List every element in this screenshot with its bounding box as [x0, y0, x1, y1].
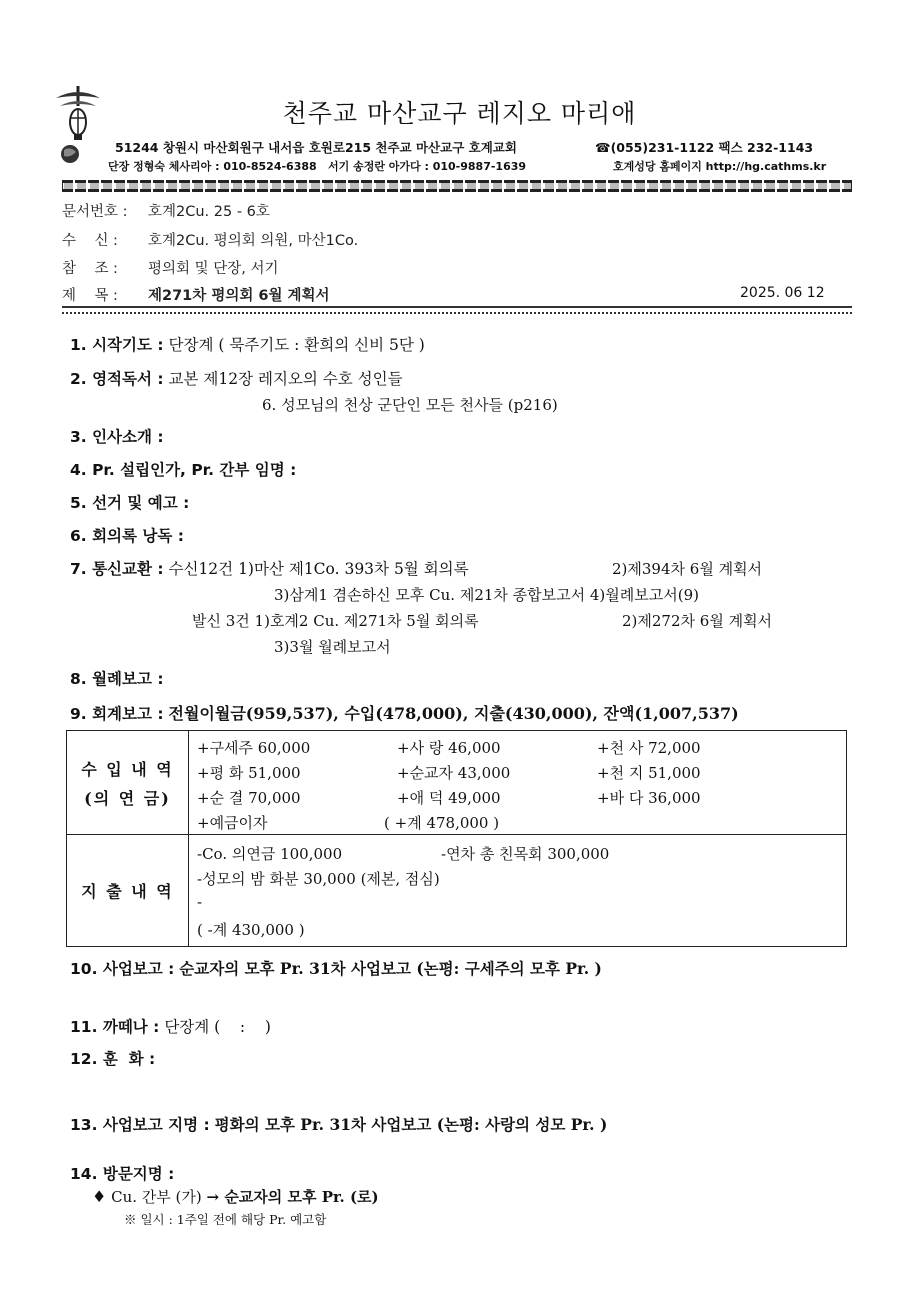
income-entry: +순교자 43,000	[397, 764, 511, 782]
item-minutes-reading: 6. 회의록 낭독 :	[70, 527, 184, 545]
correspondence-out-3: 3)3월 월례보고서	[274, 638, 391, 656]
income-entry: +구세주 60,000	[197, 739, 311, 757]
reference: 평의회 및 단장, 서기	[148, 261, 279, 277]
expense-category: 지 출 내 역	[67, 835, 189, 947]
item-election: 5. 선거 및 예고 :	[70, 494, 190, 512]
income-details	[189, 731, 847, 835]
income-entry: +사 랑 46,000	[397, 739, 501, 757]
correspondence-out-2: 2)제272차 6월 계획서	[622, 612, 773, 630]
item-introductions: 3. 인사소개 :	[70, 428, 164, 446]
expense-entry: -성모의 밤 화분 30,000 (제본, 점심)	[197, 870, 440, 888]
correspondence-in-2: 2)제394차 6월 계획서	[612, 560, 763, 578]
item-praesidium-approval: 4. Pr. 설립인가, Pr. 간부 임명 :	[70, 461, 297, 479]
item-opening-prayer: 1. 시작기도 : 단장계 ( 묵주기도 : 환희의 신비 5단 )	[70, 336, 425, 354]
secretary-contact: 서기 송정란 아가다 : 010-9887-1639	[328, 160, 527, 173]
income-row	[67, 731, 847, 835]
church-address	[115, 138, 814, 156]
reference-row: 참 조 : 평의회 및 단장, 서기	[62, 261, 279, 277]
item-visit-assignment: 14. 방문지명 :	[70, 1165, 175, 1183]
item-allocution: 12. 훈 화 :	[70, 1050, 156, 1068]
income-entry: +바 다 36,000	[597, 789, 701, 807]
correspondence-out: 발신 3건 1)호계2 Cu. 제271차 5월 회의록	[192, 612, 479, 630]
leader-contact: 단장 정형숙 체사리아 : 010-8524-6388	[108, 160, 317, 173]
expense-entry: -연차 총 친목회 300,000	[441, 845, 610, 863]
visit-note: ※ 일시 : 1주일 전에 해당 Pr. 예고함	[124, 1212, 327, 1227]
phone-fax: ☎(055)231-1122 팩스 232-1143	[595, 140, 814, 155]
item-work-report: 10. 사업보고 : 순교자의 모후 Pr. 31차 사업보고 (논평: 구세주의 모후 Pr. )	[70, 959, 602, 978]
doc-number-row: 문서번호 : 호계2Cu. 25 - 6호	[62, 204, 270, 220]
document-title: 천주교 마산교구 레지오 마리애	[282, 99, 637, 128]
recipient: 호계2Cu. 평의회 의원, 마산1Co.	[148, 233, 359, 249]
income-category: 수 입 내 역 (의 연 금)	[67, 731, 189, 835]
income-total: ( +계 478,000 )	[384, 814, 500, 832]
homepage-link[interactable]: 호계성당 홈페이지 http://hg.cathms.kr	[613, 160, 827, 173]
spiritual-reading-sub: 6. 성모님의 천상 군단인 모든 천사들 (p216)	[262, 396, 558, 414]
subject: 제271차 평의회 6월 계획서	[148, 288, 330, 304]
expense-entry: -	[197, 893, 203, 911]
income-interest: +예금이자	[197, 814, 268, 832]
item-monthly-report: 8. 월례보고 :	[70, 670, 164, 688]
expense-row	[67, 835, 847, 947]
doc-number: 호계2Cu. 25 - 6호	[148, 204, 270, 220]
header-divider	[62, 180, 852, 192]
double-divider	[62, 306, 852, 318]
document-date: 2025. 06 12	[740, 285, 825, 301]
expense-total: ( -계 430,000 )	[197, 921, 305, 939]
visit-assignment-detail: ♦ Cu. 간부 (가) → 순교자의 모후 Pr. (로)	[92, 1187, 379, 1206]
income-entry: +애 덕 49,000	[397, 789, 501, 807]
income-entry: +천 사 72,000	[597, 739, 701, 757]
item-financial-report: 9. 회계보고 : 전월이월금(959,537), 수입(478,000), 지출(430,000), 잔액(1,007,537)	[70, 704, 739, 723]
item-correspondence: 7. 통신교환 : 수신12건 1)마산 제1Co. 393차 5월 회의록	[70, 560, 469, 578]
correspondence-in-3: 3)삼계1 겸손하신 모후 Cu. 제21차 종합보고서 4)월례보고서(9)	[274, 586, 699, 604]
item-spiritual-reading: 2. 영적독서 : 교본 제12장 레지오의 수호 성인들	[70, 370, 403, 388]
subject-row: 제 목 : 제271차 평의회 6월 계획서	[62, 288, 330, 304]
expense-entry: -Co. 의연금 100,000	[197, 845, 343, 863]
item-work-assignment: 13. 사업보고 지명 : 평화의 모후 Pr. 31차 사업보고 (논평: 사랑의 성모 Pr. )	[70, 1115, 608, 1134]
expense-details	[189, 835, 847, 947]
financial-table	[66, 730, 847, 947]
address-text: 51244 창원시 마산회원구 내서읍 호원로215 천주교 마산교구 호계교회	[115, 140, 517, 155]
income-entry: +평 화 51,000	[197, 764, 301, 782]
item-catena: 11. 까떼나 : 단장계 ( : )	[70, 1018, 271, 1036]
financial-summary: 전월이월금(959,537), 수입(478,000), 지출(430,000), 잔액(1,007,537)	[168, 704, 739, 723]
income-entry: +천 지 51,000	[597, 764, 701, 782]
recipient-row: 수 신 : 호계2Cu. 평의회 의원, 마산1Co.	[62, 233, 359, 249]
diamond-bullet-icon: ♦	[92, 1187, 107, 1206]
income-entry: +순 결 70,000	[197, 789, 301, 807]
